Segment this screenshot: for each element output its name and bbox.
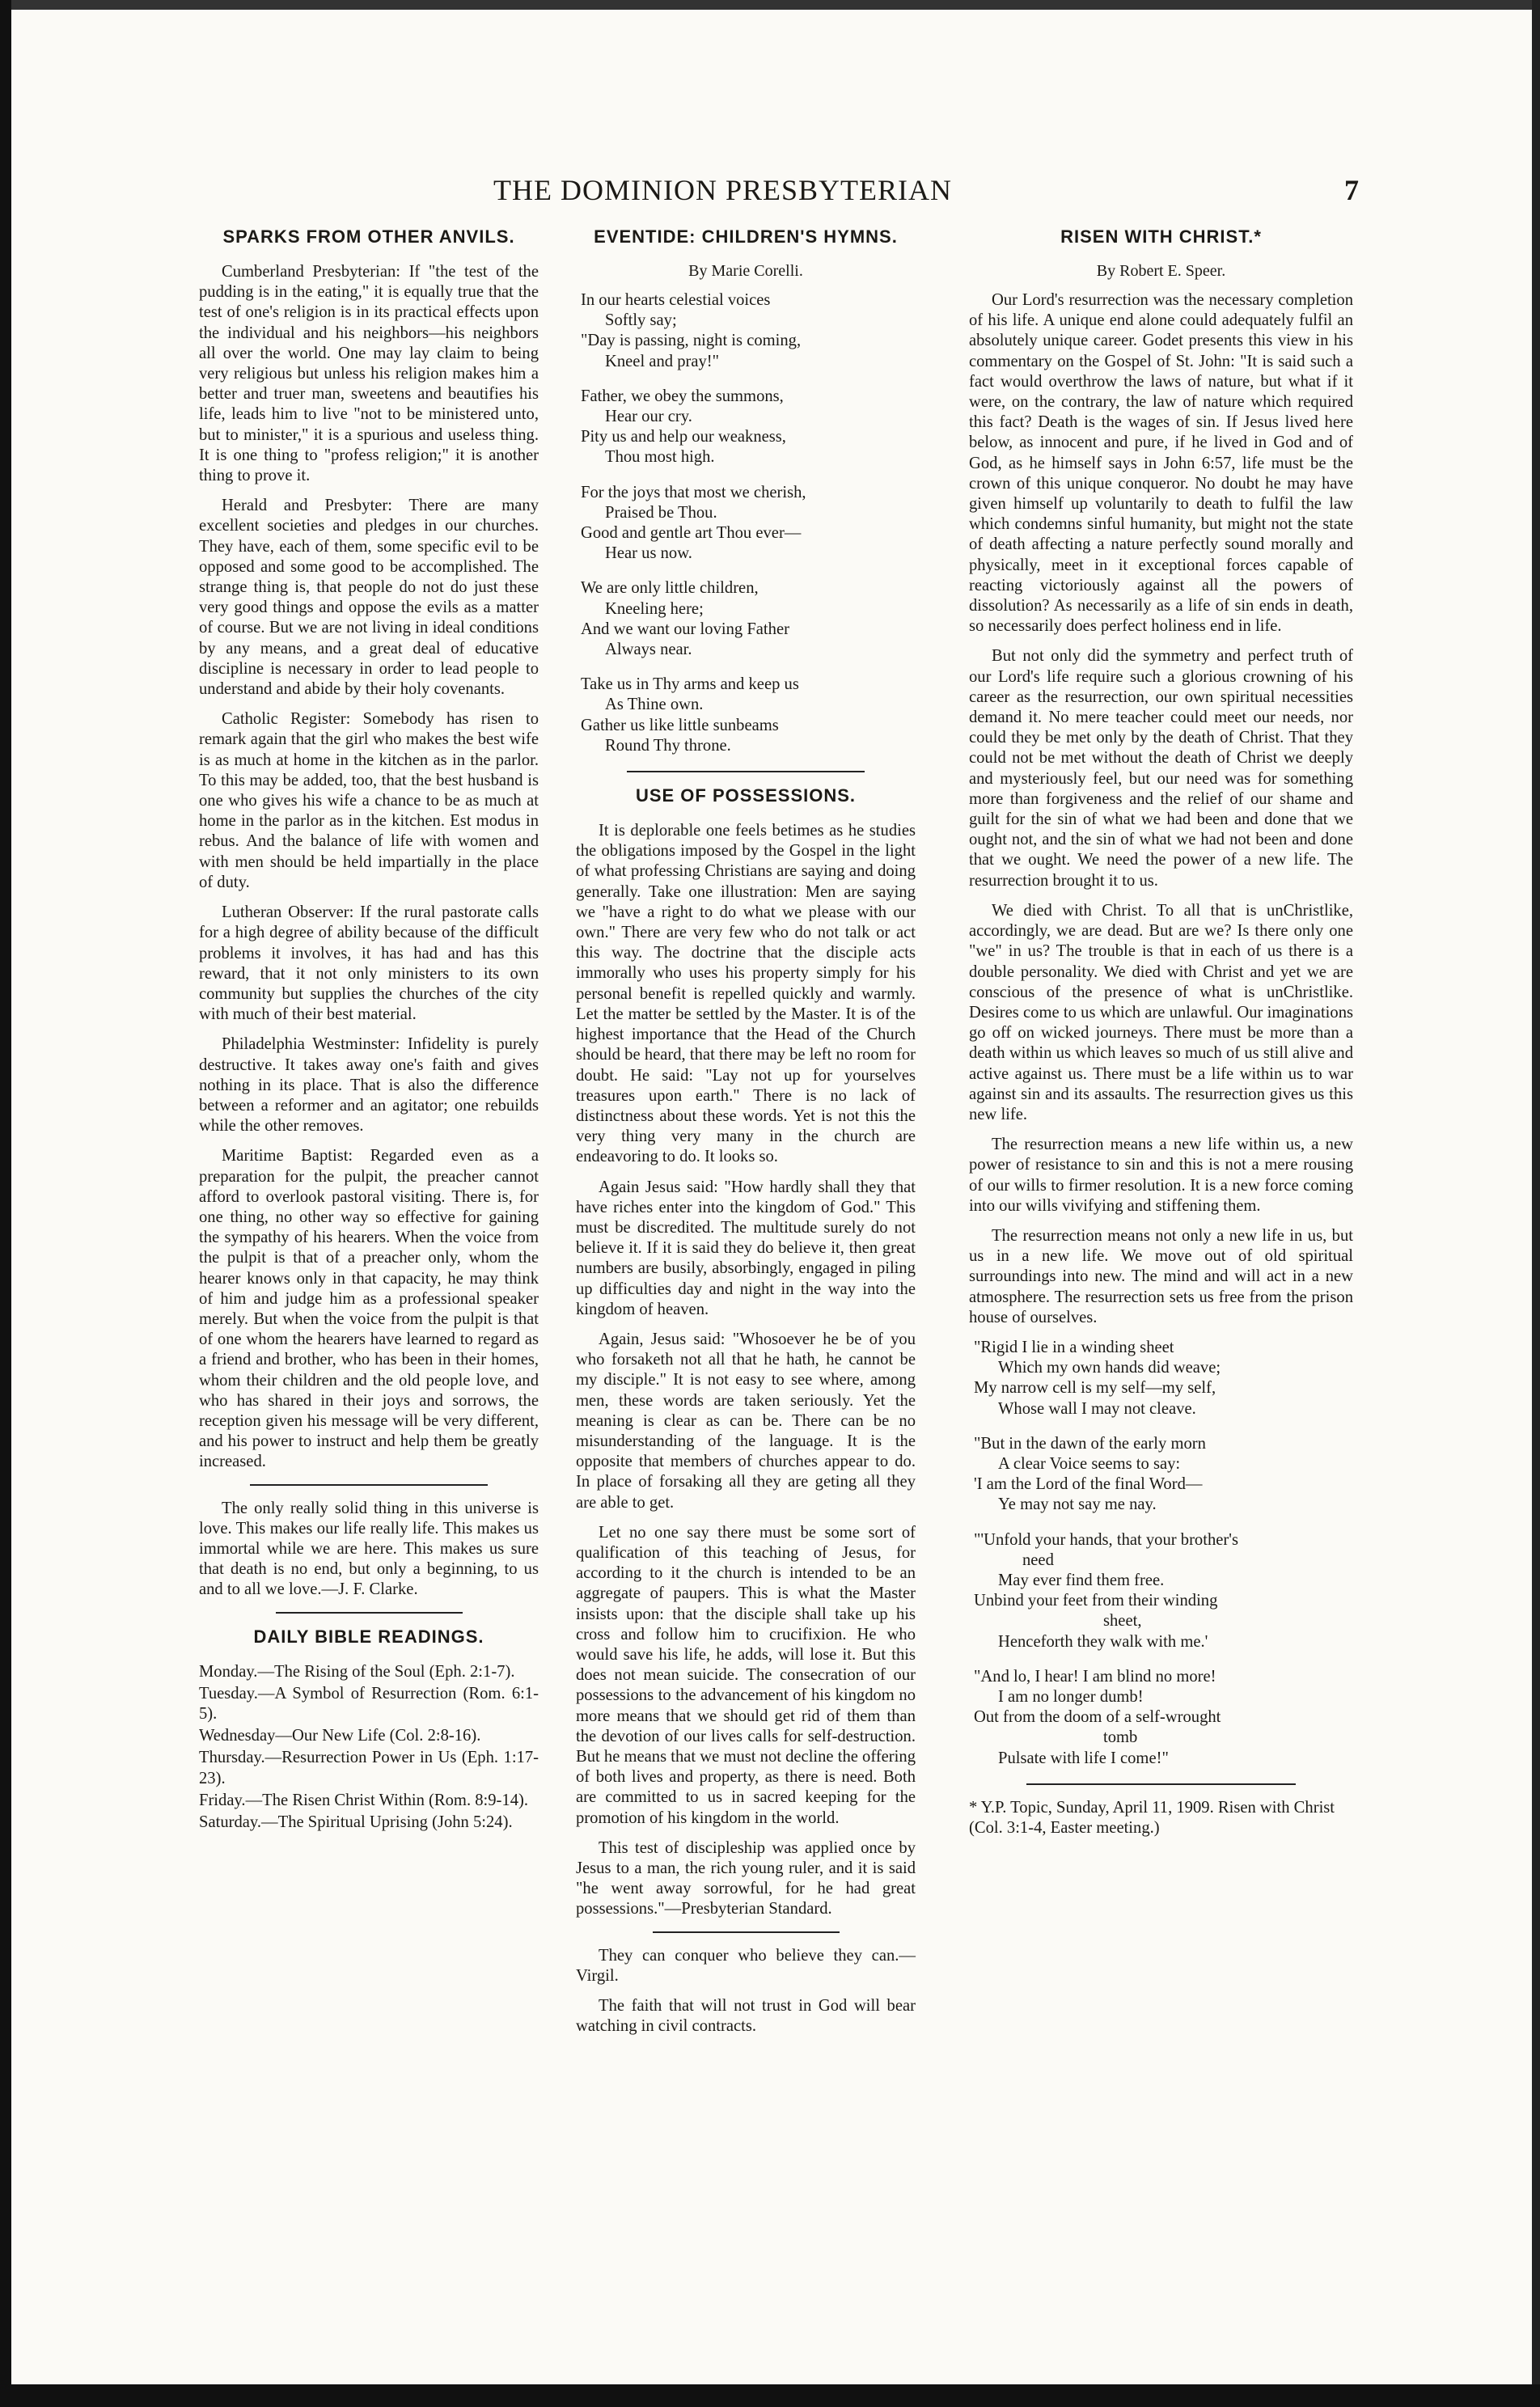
verse-line: Whose wall I may not cleave.	[998, 1399, 1196, 1418]
verse-line: In our hearts celestial voices	[581, 291, 771, 309]
paragraph: But not only did the symmetry and perfect truth of our Lord's life require such a glorious crowning of his career as the resurrection, our own spiritual necessities demand it. No mere teacher could meet our needs, nor could they be met only by the death of Christ. That they could not be met without the death of Christ we deeply and mysteriously feel, but our need was for something more than forgiveness and the relief of our shame and guilt for the sin of what we had been and done that we ought not, and the sin of what we had not been and done that we ought. We need the power of a new life. The resurrection brought it to us.	[969, 647, 1353, 890]
section-heading-eventide: EVENTIDE: CHILDREN'S HYMNS.	[594, 226, 898, 247]
paragraph: Catholic Register: Somebody has risen to remark again that the girl who makes the best wife is as much at home in the kitchen as in the parlor. To this may be added, too, that the best husband is one who gives his wife a chance to be as much at home in the parlor as in the kitchen. Est modus in rebus. And the balance of life with women and with men should be held impartially in the place of duty.	[199, 710, 539, 891]
verse-line: 'I am the Lord of the final Word—	[974, 1475, 1203, 1494]
verse-line: And we want our loving Father	[581, 620, 789, 638]
section-heading-possessions: USE OF POSSESSIONS.	[635, 785, 857, 806]
reading-item: Saturday.—The Spiritual Uprising (John 5:24).	[199, 1813, 513, 1832]
byline: By Marie Corelli.	[688, 262, 803, 280]
verse-line: My narrow cell is my self—my self,	[974, 1379, 1216, 1398]
paragraph: Herald and Presbyter: There are many excellent societies and pledges in our churches. They have, each of them, some specific evil to be opposed and some good to be accomplished. The strange thing is, that people do not do just these very good things and oppose the evils as a matter of course. But we are not living in ideal conditions by any means, and a great deal of educative discipline is necessary in order to lead people to understand and abide by their holy covenants.	[199, 497, 539, 699]
verse-line: I am no longer dumb!	[998, 1688, 1144, 1706]
verse-line: Unbind your feet from their winding	[974, 1592, 1218, 1610]
scan-border-right	[1532, 0, 1540, 2407]
verse-line: "But in the dawn of the early morn	[974, 1434, 1206, 1453]
verse-line: May ever find them free.	[998, 1571, 1165, 1589]
poem-stanza	[974, 1434, 1353, 1516]
paragraph: Our Lord's resurrection was the necessary completion of his life. A unique end alone could adequately fulfil an absolutely unique career. Godet presents this view in his commentary on the Gospel of St. John: "It is said such a fact would overthrow the laws of nature, but what if it were, on the contrary, the law of nature which required this fact? Death is the wages of sin. If Jesus lived here below, as innocent and pure, if he lived in God and of God, as he himself says in John 6:57, life must be the crown of this unique conqueror. No doubt he may have given himself up voluntarily to death to fulfil the law which condemns sinful humanity, but might not the state of death affecting a nature perfectly sound morally and physically, meet in it exceptional forces capable of reacting victoriously against all the powers of dissolution? As necessarily as a life of sin ends in death, so necessarily does perfect holiness end in life.	[969, 291, 1353, 636]
verse-line: Henceforth they walk with me.'	[998, 1632, 1208, 1651]
page-number: 7	[1344, 174, 1359, 206]
verse-line: Round Thy throne.	[605, 736, 731, 755]
verse-line: Out from the doom of a self-wrought	[974, 1708, 1221, 1727]
verse-line: Hear us now.	[605, 544, 692, 563]
verse-line: Kneel and pray!"	[605, 352, 720, 370]
scan-border-bottom	[0, 2384, 1540, 2407]
paragraph: The resurrection means a new life within us, a new power of resistance to sin and this is not a mere rousing of our wills to firmer resolution. It is a new force coming into our wills vivifying and stiffening them.	[969, 1136, 1353, 1215]
verse-line: Kneeling here;	[605, 599, 704, 618]
paragraph: Cumberland Presbyterian: If "the test of the pudding is in the eating," it is equally true that the test of one's religion is in its practical effects upon the individual and his neighbors—his neighbors all over the world. One may lay claim to being very religious but unless his religion makes him a better and truer man, sweetens and beautifies his life, leads him to live "not to be ministered unto, but to minister," it is a spurious and useless thing. It is one thing to "profess religion;" it is another thing to prove it.	[199, 263, 539, 485]
verse-line: sheet,	[1103, 1612, 1142, 1631]
section-heading-sparks: SPARKS FROM OTHER ANVILS.	[222, 226, 515, 247]
poem-stanza	[974, 1530, 1353, 1652]
faith-quote: The faith that will not trust in God will bear watching in civil contracts.	[576, 1997, 916, 2036]
hymn-stanza	[581, 387, 916, 468]
verse-line: "Rigid I lie in a winding sheet	[974, 1338, 1174, 1356]
divider-rule	[250, 1484, 488, 1486]
verse-line: Gather us like little sunbeams	[581, 716, 779, 734]
verse-line: Father, we obey the summons,	[581, 387, 784, 405]
verse-line: Always near.	[605, 641, 692, 659]
paragraph: Philadelphia Westminster: Infidelity is purely destructive. It takes away one's faith and gives nothing in its place. That is also the difference between a reformer and an agitator; one rebuilds while the other removes.	[199, 1035, 539, 1136]
verse-line: Pulsate with life I come!"	[998, 1749, 1169, 1767]
page-header	[186, 173, 1359, 214]
verse-line: Hear our cry.	[605, 408, 692, 426]
verse-line: We are only little children,	[581, 579, 759, 598]
verse-line: Take us in Thy arms and keep us	[581, 675, 799, 694]
verse-line: "Day is passing, night is coming,	[581, 332, 802, 350]
verse-line: For the joys that most we cherish,	[581, 483, 806, 501]
verse-line: Pity us and help our weakness,	[581, 428, 786, 446]
column-middle	[576, 222, 916, 2046]
hymn-stanza	[581, 290, 916, 372]
paragraph: This test of discipleship was applied once by Jesus to a man, the rich young ruler, and it is said "he went away sorrowful, for he had great possessions."—Presbyterian Standard.	[576, 1838, 916, 1918]
paragraph: Again Jesus said: "How hardly shall they that have riches enter into the kingdom of God." This must be discredited. The multitude surely do not believe it. If it is said they do believe it, then great numbers are busily, absorbingly, engaged in piling up difficulties day and night in the way into the kingdom of heaven.	[576, 1178, 916, 1318]
clarke-quote: The only really solid thing in this universe is love. This makes our life really life. This makes us immortal while we are here. This makes us sure that death is no end, but only a beginning, to us and to all we love.—J. F. Clarke.	[199, 1499, 539, 1599]
reading-item: Friday.—The Risen Christ Within (Rom. 8:9-14).	[199, 1791, 529, 1809]
scan-border-top	[0, 0, 1540, 10]
verse-line: "And lo, I hear! I am blind no more!	[974, 1667, 1216, 1686]
scan-border-left	[0, 0, 11, 2407]
column-left	[199, 222, 539, 1834]
verse-line: Which my own hands did weave;	[998, 1359, 1221, 1377]
section-heading-risen: RISEN WITH CHRIST.*	[1060, 226, 1262, 247]
verse-line: "'Unfold your hands, that your brother's	[974, 1530, 1238, 1549]
byline: By Robert E. Speer.	[1096, 262, 1226, 280]
verse-line: Thou most high.	[605, 448, 715, 467]
verse-line: tomb	[1103, 1728, 1138, 1747]
reading-item: Thursday.—Resurrection Power in Us (Eph. 1:17-23).	[199, 1749, 539, 1787]
verse-line: Good and gentle art Thou ever—	[581, 524, 802, 543]
paragraph: Let no one say there must be some sort of qualification of this teaching of Jesus, for according to it the church is intended to be an aggregate of paupers. This is what the Master insists upon: that the disciple shall take up his cross and follow him to crucifixion. He who would save his life, he adds, will lose it. But this does not mean suicide. The consecration of our possessions to the advancement of his kingdom no more means that we should get rid of them than the devotion of our lives calls for self-destruction. But he means that we must not decline the offering of both lives and property, as there is need. Both are committed to us in sacred keeping for the promotion of his kingdom in the world.	[576, 1523, 916, 1827]
divider-rule	[627, 771, 865, 772]
reading-item: Tuesday.—A Symbol of Resurrection (Rom. 6:1-5).	[199, 1684, 539, 1723]
footnote: * Y.P. Topic, Sunday, April 11, 1909. Risen with Christ (Col. 3:1-4, Easter meeting.)	[969, 1798, 1335, 1838]
paragraph: Lutheran Observer: If the rural pastorate calls for a high degree of ability because of the difficult problems it involves, it has had and has this reward, that it not only ministers to its own community but supplies the churches of the city with much of their best material.	[199, 903, 539, 1024]
paragraph: Maritime Baptist: Regarded even as a preparation for the pulpit, the preacher cannot afford to overlook pastoral visiting. There is, for one thing, no other way so effective for gaining the sympathy of his hearers. When the voice from the pulpit is that of a preacher only, whom the hearer knows only in that capacity, he may think of him and judge him as a professional speaker merely. But when the voice from the pulpit is that of one whom the hearers have learned to regard as a friend and brother, who has been in their homes, whom their children and the old people love, and who has shared in their joys and sorrows, the reception given his message will be very different, and his power to instruct and help them be greatly increased.	[199, 1147, 539, 1471]
paragraph: We died with Christ. To all that is unChristlike, accordingly, we are dead. But are we? Is there only one "we" in us? The trouble is that in each of us there is a double personality. We died with Christ and yet we are conscious of the presence of what is unChristlike. Desires come to us which are unlawful. Our imaginations go off on wicked journeys. There must be more than a death within us which leaves so much of us still alive and active against us. There must be a life within us to war against sin and its assaults. The resurrection gives us this new life.	[969, 901, 1353, 1123]
divider-rule	[276, 1612, 463, 1614]
poem-stanza	[974, 1338, 1353, 1419]
divider-rule	[1026, 1783, 1296, 1785]
divider-rule	[653, 1931, 840, 1933]
verse-line: A clear Voice seems to say:	[998, 1454, 1181, 1473]
verse-line: Softly say;	[605, 311, 677, 330]
hymn-stanza	[581, 675, 916, 756]
verse-line: Ye may not say me nay.	[998, 1495, 1157, 1514]
virgil-quote: They can conquer who believe they can.—Virgil.	[576, 1946, 916, 1985]
column-right	[969, 222, 1353, 1838]
reading-item: Wednesday—Our New Life (Col. 2:8-16).	[199, 1727, 481, 1745]
running-title: THE DOMINION PRESBYTERIAN	[493, 174, 952, 206]
verse-line: need	[1022, 1550, 1054, 1569]
poem-stanza	[974, 1667, 1353, 1769]
hymn-stanza	[581, 578, 916, 660]
hymn-stanza	[581, 483, 916, 565]
verse-line: As Thine own.	[605, 696, 704, 714]
paragraph: Again, Jesus said: "Whosoever he be of you who forsaketh not all that he hath, he cannot be my disciple." It is not easy to see where, among men, these words are taken seriously. Yet the meaning is clear as can be. There can be no misunderstanding of the language. It is the opposite that members of churches appear to do. In place of forsaking all they are geting all they are able to get.	[576, 1330, 916, 1512]
verse-line: Praised be Thou.	[605, 503, 717, 522]
paragraph: The resurrection means not only a new life in us, but us in a new life. We move out of old spiritual surroundings into new. The mind and will act in a new atmosphere. The resurrection sets us free from the prison house of ourselves.	[969, 1226, 1353, 1326]
reading-item: Monday.—The Rising of the Soul (Eph. 2:1-7).	[199, 1662, 515, 1681]
paragraph: It is deplorable one feels betimes as he studies the obligations imposed by the Gospel in the light of what professing Christians are saying and doing generally. Take one illustration: Men are saying we "have a right to do what we please with our own." There are very few who do not talk or act this way. The doctrine that the disciple acts immorally who uses his property simply for his personal benefit is repelled quickly and warmly. Let the matter be settled by the Master. It is of the highest importance that the Head of the Church should be heard, that there may be left no room for doubt. He said: "Lay not up for yourselves treasures upon earth." There is no lack of distinctness about these words. Yet is not this the very thing very many in the church are endeavoring to do. It looks so.	[576, 822, 916, 1166]
section-heading-readings: DAILY BIBLE READINGS.	[253, 1626, 484, 1647]
